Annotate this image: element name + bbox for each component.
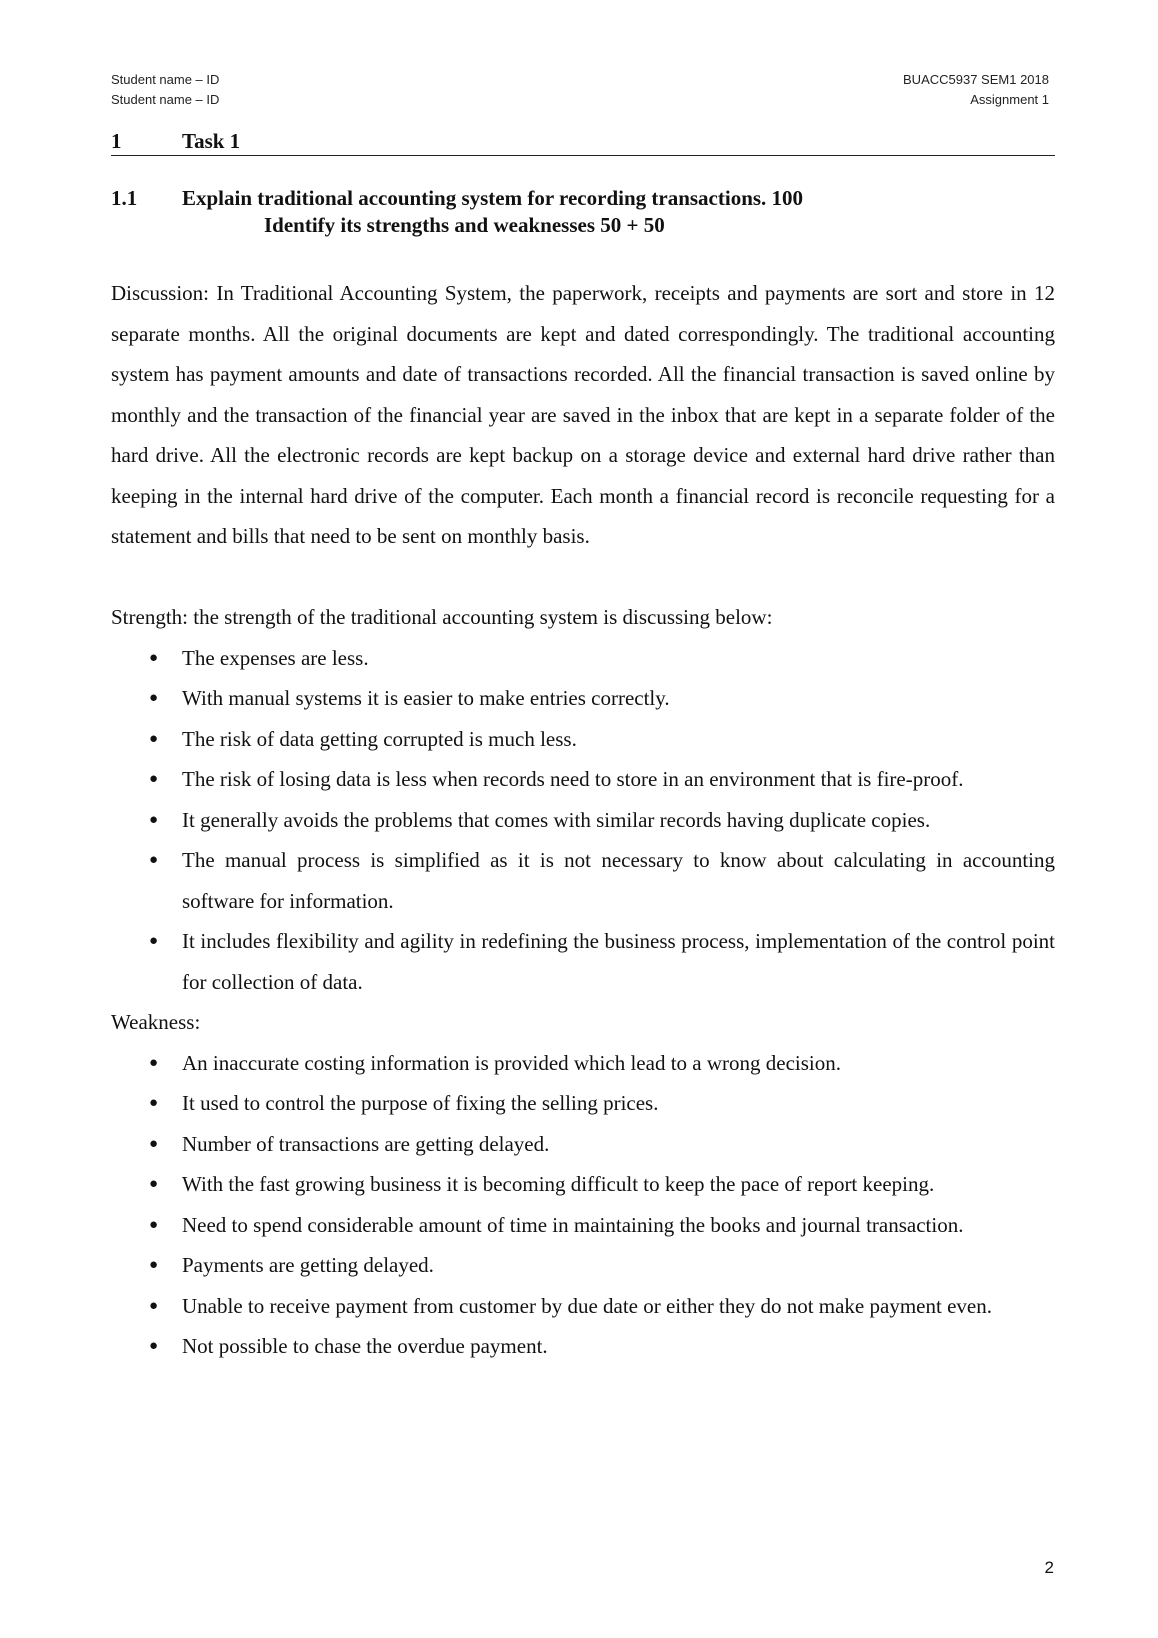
list-item: [111, 921, 1055, 1002]
bullet-icon: ●: [149, 771, 159, 787]
list-item-text: Not possible to chase the overdue payment.: [182, 1334, 548, 1358]
list-item: [111, 1205, 1055, 1246]
list-item-text: The risk of data getting corrupted is much less.: [182, 726, 577, 751]
list-item: [111, 800, 1055, 841]
bullet-icon: ●: [149, 1338, 159, 1354]
list-item: [111, 1083, 1055, 1124]
list-item-text: It includes flexibility and agility in redefining the business process, implementation of the control point for collection of data.: [182, 929, 1055, 994]
bullet-icon: ●: [149, 649, 159, 666]
bullet-icon: ●: [149, 690, 159, 706]
document-body: [111, 273, 1055, 1367]
list-item: [111, 1124, 1055, 1165]
list-item-text: With manual systems it is easier to make entries correctly.: [182, 686, 670, 710]
list-item-text: The expenses are less.: [182, 645, 369, 670]
strength-list: [111, 638, 1055, 1003]
list-item-text: Unable to receive payment from customer by due date or either they do not make payment even.: [182, 1293, 992, 1318]
list-item: [111, 719, 1055, 760]
heading-task-1: [111, 128, 1055, 156]
list-item-text: Number of transactions are getting delayed.: [182, 1131, 550, 1156]
bullet-icon: ●: [149, 933, 159, 949]
list-item: [111, 759, 1055, 800]
list-item: [111, 638, 1055, 679]
bullet-icon: ●: [149, 1176, 159, 1192]
heading-1-title: Task 1: [182, 129, 241, 153]
bullet-icon: ●: [149, 1297, 159, 1314]
paragraph-gap: [111, 557, 1055, 598]
page-number: 2: [1044, 1558, 1054, 1577]
heading-2-number: 1.1: [111, 186, 138, 210]
bullet-icon: ●: [149, 1257, 159, 1273]
weakness-intro: Weakness:: [111, 1010, 201, 1034]
list-item: [111, 1326, 1055, 1367]
header-course-code: BUACC5937 SEM1 2018: [903, 72, 1049, 87]
strength-intro: Strength: the strength of the traditional accounting system is discussing below:: [111, 605, 773, 629]
heading-2-line-1: Explain traditional accounting system for recording transactions. 100: [182, 186, 804, 210]
header-student-name-1: Student name – ID: [111, 72, 220, 87]
list-item-text: The manual process is simplified as it is not necessary to know about calculating in accounting software for information.: [182, 848, 1055, 913]
header-assignment: Assignment 1: [970, 92, 1049, 107]
bullet-icon: ●: [149, 852, 159, 868]
list-item-text: With the fast growing business it is becoming difficult to keep the pace of report keeping.: [182, 1172, 935, 1196]
list-item: [111, 1245, 1055, 1286]
header-left: [111, 70, 219, 110]
discussion-paragraph: Discussion: In Traditional Accounting System, the paperwork, receipts and payments are sort and store in 12 separate months. All the original documents are kept and dated correspondingly. The traditional accounting system has payment amounts and date of transactions recorded. All the financial transaction is saved online by monthly and the transaction of the financial year are saved in the inbox that are kept in a separate folder of the hard drive. All the electronic records are kept backup on a storage device and external hard drive rather than keeping in the internal hard drive of the computer. Each month a financial record is reconcile requesting for a statement and bills that need to be sent on monthly basis.: [111, 281, 1055, 548]
list-item-text: It used to control the purpose of fixing the selling prices.: [182, 1091, 659, 1115]
list-item: [111, 1043, 1055, 1084]
list-item-text: Payments are getting delayed.: [182, 1253, 434, 1277]
bullet-icon: ●: [149, 811, 159, 828]
header-right: [903, 70, 1049, 110]
list-item: [111, 840, 1055, 921]
list-item-text: It generally avoids the problems that comes with similar records having duplicate copies.: [182, 807, 931, 832]
list-item-text: An inaccurate costing information is provided which lead to a wrong decision.: [182, 1050, 841, 1075]
list-item: [111, 1164, 1055, 1205]
bullet-icon: ●: [149, 1054, 159, 1071]
list-item-text: Need to spend considerable amount of time in maintaining the books and journal transaction.: [182, 1212, 964, 1237]
list-item-text: The risk of losing data is less when records need to store in an environment that is fire-proof.: [182, 767, 964, 791]
bullet-icon: ●: [149, 1135, 159, 1152]
weakness-list: [111, 1043, 1055, 1367]
list-item: [111, 1286, 1055, 1327]
header-student-name-2: Student name – ID: [111, 92, 220, 107]
bullet-icon: ●: [149, 1095, 159, 1111]
bullet-icon: ●: [149, 730, 159, 747]
bullet-icon: ●: [149, 1216, 159, 1233]
list-item: [111, 678, 1055, 719]
heading-2-line-2: Identify its strengths and weaknesses 50 + 50: [264, 213, 665, 237]
heading-1-number: 1: [111, 129, 122, 153]
